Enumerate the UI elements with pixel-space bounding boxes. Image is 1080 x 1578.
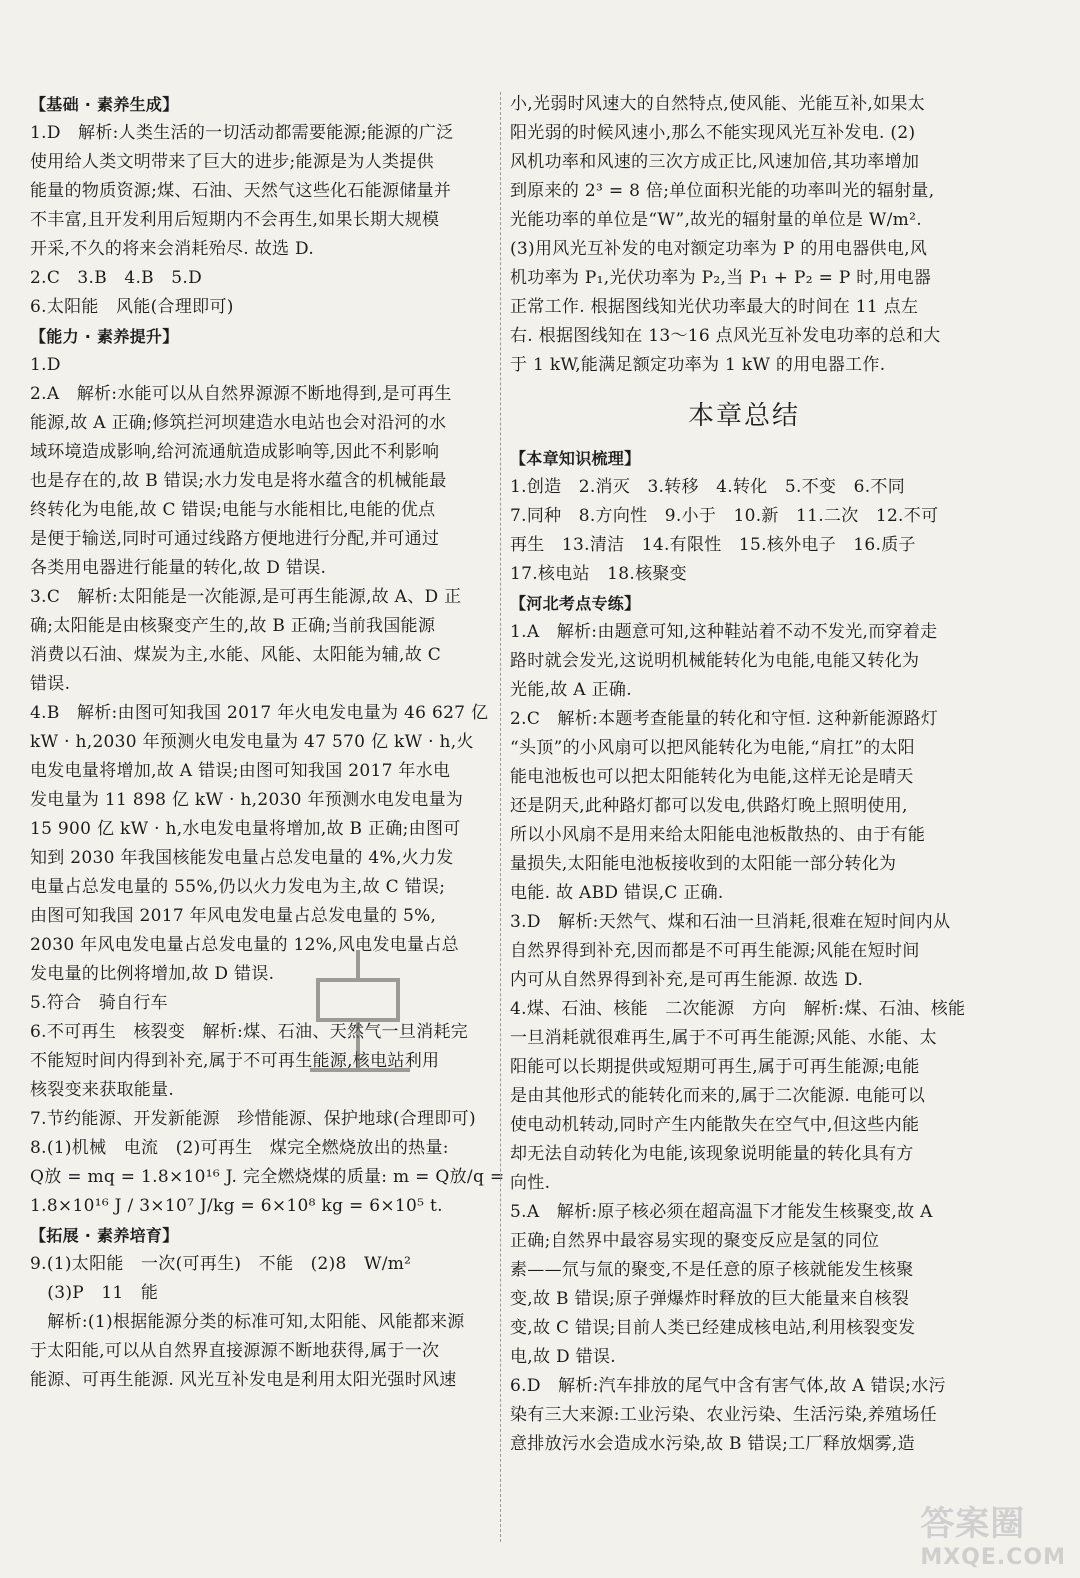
text-line: 电能. 故 ABD 错误,C 正确. — [510, 883, 724, 903]
left-column — [30, 90, 505, 1395]
stamp-mark-icon — [300, 940, 420, 1120]
section-heading: 【基础 · 素养生成】 — [30, 95, 179, 114]
watermark-cn: 答案圈 — [920, 1504, 1026, 1544]
text-line: kW · h,2030 年预测火电发电量为 47 570 亿 kW · h,火 — [30, 732, 474, 752]
text-line: “头顶”的小风扇可以把风能转化为电能,“肩扛”的太阳 — [510, 738, 915, 758]
text-line: 5.A 解析:原子核必须在超高温下才能发生核聚变,故 A — [510, 1202, 933, 1222]
text-line: 风机功率和风速的三次方成正比,风速加倍,其功率增加 — [510, 152, 920, 172]
text-line: 2030 年风电发电量占总发电量的 12%,风电发电量占总 — [30, 935, 459, 955]
text-line: 4.煤、石油、核能 二次能源 方向 解析:煤、石油、核能 — [510, 999, 966, 1019]
text-line: 使电动机转动,同时产生内能散失在空气中,但这些内能 — [510, 1115, 920, 1135]
text-line: 9.(1)太阳能 一次(可再生) 不能 (2)8 W/m² — [30, 1254, 412, 1274]
text-line: 6.不可再生 核裂变 解析:煤、石油、天然气一旦消耗完 — [30, 1022, 469, 1042]
text-line: 光能功率的单位是“W”,故光的辐射量的单位是 W/m². — [510, 210, 922, 230]
text-line: 路时就会发光,这说明机械能转化为电能,电能又转化为 — [510, 651, 920, 671]
text-line: 解析:(1)根据能源分类的标准可知,太阳能、风能都来源 — [30, 1312, 465, 1332]
text-line: 再生 13.清洁 14.有限性 15.核外电子 16.质子 — [510, 535, 916, 555]
right-column — [510, 90, 978, 1459]
text-line: 是便于输送,同时可通过线路方便地进行分配,并可通过 — [30, 529, 440, 549]
column-divider — [500, 92, 501, 1542]
text-line: 能电池板也可以把太阳能转化为电能,这样无论是晴天 — [510, 767, 914, 787]
text-line: 于太阳能,可以从自然界直接源源不断地获得,属于一次 — [30, 1341, 440, 1361]
text-line: 正确;自然界中最容易实现的聚变反应是氢的同位 — [510, 1231, 880, 1251]
text-line: 终转化为电能,故 C 错误;电能与水能相比,电能的优点 — [30, 500, 436, 520]
text-line: 能量的物质资源;煤、石油、天然气这些化石能源储量并 — [30, 181, 452, 201]
text-line: 各类用电器进行能量的转化,故 D 错误. — [30, 558, 327, 578]
text-line: 素——氘与氚的聚变,不是任意的原子核就能发生核聚 — [510, 1260, 914, 1280]
text-line: 变,故 B 错误;原子弹爆炸时释放的巨大能量来自核裂 — [510, 1289, 910, 1309]
right-bottom-block — [510, 444, 978, 1459]
text-line: 7.同种 8.方向性 9.小于 10.新 11.二次 12.不可 — [510, 506, 939, 526]
text-line: 阳能可以长期提供或短期可再生,属于可再生能源;电能 — [510, 1057, 920, 1077]
text-line: 一旦消耗就很难再生,属于不可再生能源;风能、水能、太 — [510, 1028, 937, 1048]
section-heading: 【本章知识梳理】 — [510, 449, 641, 468]
text-line: 光能,故 A 正确. — [510, 680, 632, 700]
text-line: 17.核电站 18.核聚变 — [510, 564, 687, 584]
text-line: 由图可知我国 2017 年风电发电量占总发电量的 5%, — [30, 906, 437, 926]
text-line: 自然界得到补充,因而都是不可再生能源;风能在短时间 — [510, 941, 920, 961]
text-line: 于 1 kW,能满足额定功率为 1 kW 的用电器工作. — [510, 355, 886, 375]
text-line: 确;太阳能是由核聚变产生的,故 B 正确;当前我国能源 — [30, 616, 436, 636]
chapter-title: 本章总结 — [687, 401, 800, 431]
text-line: 3.C 解析:太阳能是一次能源,是可再生能源,故 A、D 正 — [30, 587, 462, 607]
text-line: 能源,故 A 正确;修筑拦河坝建造水电站也会对沿河的水 — [30, 413, 447, 433]
text-line: 2.A 解析:水能可以从自然界源源不断地得到,是可再生 — [30, 384, 452, 404]
text-line: 是由其他形式的能转化而来的,属于二次能源. 电能可以 — [510, 1086, 926, 1106]
section-heading: 【能力 · 素养提升】 — [30, 327, 179, 346]
text-line: 1.创造 2.消灭 3.转移 4.转化 5.不变 6.不同 — [510, 477, 906, 497]
section-heading: 【河北考点专练】 — [510, 594, 641, 613]
text-line: 2.C 解析:本题考查能量的转化和守恒. 这种新能源路灯 — [510, 709, 939, 729]
text-line: 5.符合 骑自行车 — [30, 993, 168, 1013]
text-line: 15 900 亿 kW · h,水电发电量将增加,故 B 正确;由图可 — [30, 819, 461, 839]
right-top-block — [510, 90, 978, 380]
text-line: 6.太阳能 风能(合理即可) — [30, 297, 234, 317]
text-line: 能源、可再生能源. 风光互补发电是利用太阳光强时风速 — [30, 1370, 457, 1390]
text-line: 7.节约能源、开发新能源 珍惜能源、保护地球(合理即可) — [30, 1109, 476, 1129]
text-line: 8.(1)机械 电流 (2)可再生 煤完全燃烧放出的热量: — [30, 1138, 449, 1158]
text-line: 2.C 3.B 4.B 5.D — [30, 268, 203, 288]
text-line: 知到 2030 年我国核能发电量占总发电量的 4%,火力发 — [30, 848, 454, 868]
text-line: 电量占总发电量的 55%,仍以火力发电为主,故 C 错误; — [30, 877, 446, 897]
text-line: 还是阴天,此种路灯都可以发电,供路灯晚上照明使用, — [510, 796, 908, 816]
text-line: 小,光弱时风速大的自然特点,使风能、光能互补,如果太 — [510, 94, 926, 114]
text-line: 消费以石油、煤炭为主,水能、风能、太阳能为辅,故 C — [30, 645, 442, 665]
text-line: 也是存在的,故 B 错误;水力发电是将水蕴含的机械能最 — [30, 471, 447, 491]
text-line: 到原来的 2³ = 8 倍;单位面积光能的功率叫光的辐射量, — [510, 181, 935, 201]
text-line: 所以小风扇不是用来给太阳能电池板散热的、由于有能 — [510, 825, 926, 845]
text-line: 不丰富,且开发利用后短期内不会再生,如果长期大规模 — [30, 210, 440, 230]
text-line: (3)用风光互补发的电对额定功率为 P 的用电器供电,风 — [510, 239, 928, 259]
text-line: 向性. — [510, 1173, 551, 1193]
text-line: 正常工作. 根据图线知光伏功率最大的时间在 11 点左 — [510, 297, 919, 317]
text-line: 变,故 C 错误;目前人类已经建成核电站,利用核裂变发 — [510, 1318, 916, 1338]
text-line: 使用给人类文明带来了巨大的进步;能源是为人类提供 — [30, 152, 434, 172]
text-line: 染有三大来源:工业污染、农业污染、生活污染,养殖场任 — [510, 1405, 937, 1425]
text-line: 6.D 解析:汽车排放的尾气中含有害气体,故 A 错误;水污 — [510, 1376, 946, 1396]
text-line: 核裂变来获取能量. — [30, 1080, 175, 1100]
text-line: 右. 根据图线知在 13～16 点风光互补发电功率的总和大 — [510, 326, 941, 346]
text-line: 却无法自动转化为电能,该现象说明能量的转化具有方 — [510, 1144, 914, 1164]
section-heading: 【拓展 · 素养培育】 — [30, 1226, 179, 1245]
watermark-logo — [920, 1496, 1066, 1570]
text-line: 开采,不久的将来会消耗殆尽. 故选 D. — [30, 239, 315, 259]
text-line: 4.B 解析:由图可知我国 2017 年火电发电量为 46 627 亿 — [30, 703, 489, 723]
text-line: 域环境造成影响,给河流通航造成影响等,因此不利影响 — [30, 442, 440, 462]
text-line: (3)P 11 能 — [30, 1283, 159, 1303]
text-line: 不能短时间内得到补充,属于不可再生能源,核电站利用 — [30, 1051, 440, 1071]
text-line: 1.A 解析:由题意可知,这种鞋站着不动不发光,而穿着走 — [510, 622, 938, 642]
text-line: 错误. — [30, 674, 71, 694]
text-line: 1.8×10¹⁶ J / 3×10⁷ J/kg = 6×10⁸ kg = 6×10⁵ t. — [30, 1196, 443, 1216]
text-line: 1.D — [30, 355, 61, 375]
text-line: 发电量的比例将增加,故 D 错误. — [30, 964, 275, 984]
text-line: 1.D 解析:人类生活的一切活动都需要能源;能源的广泛 — [30, 123, 454, 143]
text-line: 意排放污水会造成水污染,故 B 错误;工厂释放烟雾,造 — [510, 1434, 915, 1454]
text-line: 阳光弱的时候风速小,那么不能实现风光互补发电. (2) — [510, 123, 916, 143]
text-line: 机功率为 P₁,光伏功率为 P₂,当 P₁ + P₂ = P 时,用电器 — [510, 268, 932, 288]
text-line: 电,故 D 错误. — [510, 1347, 616, 1367]
text-line: 发电量为 11 898 亿 kW · h,2030 年预测水电发电量为 — [30, 790, 464, 810]
text-line: 内可从自然界得到补充,是可再生能源. 故选 D. — [510, 970, 864, 990]
text-line: 量损失,太阳能电池板接收到的太阳能一部分转化为 — [510, 854, 897, 874]
text-line: Q放 = mq = 1.8×10¹⁶ J. 完全燃烧煤的质量: m = Q放/q = — [30, 1167, 505, 1187]
text-line: 电发电量将增加,故 A 错误;由图可知我国 2017 年水电 — [30, 761, 451, 781]
watermark-url: MXQE.COM — [920, 1545, 1066, 1570]
text-line: 3.D 解析:天然气、煤和石油一旦消耗,很难在短时间内从 — [510, 912, 951, 932]
